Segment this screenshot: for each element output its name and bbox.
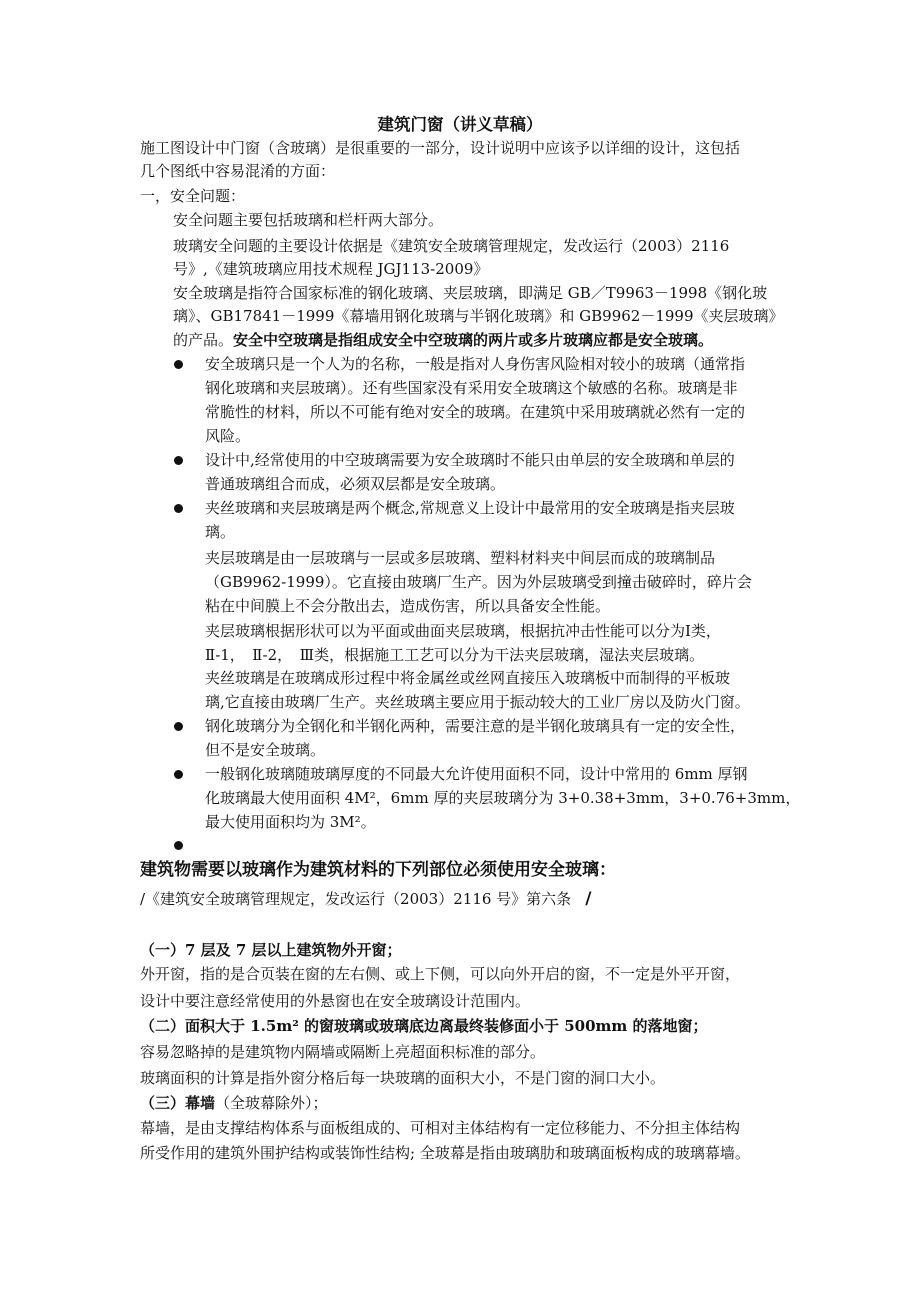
bullet-line: 但不是安全玻璃。 (205, 741, 326, 759)
bullet-line: Ⅱ-1， Ⅱ-2， Ⅲ类，根据施工工艺可以分为干法夹层玻璃，湿法夹层玻璃。 (205, 646, 705, 664)
section-1-line: 安全问题主要包括玻璃和栏杆两大部分。 (173, 211, 444, 229)
bullet-line: 一般钢化玻璃随玻璃厚度的不同最大允许使用面积不同，设计中常用的 6mm 厚钢 (205, 765, 748, 783)
section-1-line: 玻璃安全问题的主要设计依据是《建筑安全玻璃管理规定，发改运行（2003）2116 (173, 237, 730, 255)
bullet-dot (174, 504, 183, 513)
document-title: 建筑门窗（讲义草稿） (377, 115, 543, 134)
bullet-line: 钢化玻璃和夹层玻璃）。还有些国家没有采用安全玻璃这个敏感的名称。玻璃是非 (205, 379, 738, 397)
bullet-line: 风险。 (205, 427, 251, 445)
bullet-line: 安全玻璃只是一个人为的名称，一般是指对人身伤害风险相对较小的玻璃（通常指 (205, 355, 746, 373)
bullet-dot (174, 770, 183, 779)
bullet-line: 化玻璃最大使用面积 4M²，6mm 厚的夹层玻璃分为 3+0.38+3mm，3+0.76+3mm， (205, 789, 801, 807)
reference-end-mark: / (585, 889, 592, 909)
bullet-line: 设计中,经常使用的中空玻璃需要为安全玻璃时不能只由单层的安全玻璃和单层的 (205, 451, 735, 469)
bullet-line: 最大使用面积均为 3M²。 (205, 813, 376, 831)
section-1-last-line (173, 329, 713, 351)
bullet-line: 夹丝玻璃是在玻璃成形过程中将金属丝或丝网直接压入玻璃板中而制得的平板玻 (205, 669, 731, 687)
item-2-line: 玻璃面积的计算是指外窗分格后每一块玻璃的面积大小，不是门窗的洞口大小。 (140, 1069, 666, 1087)
bullet-dot-empty (174, 841, 183, 850)
item-3-heading-bold: （三）幕墙 (140, 1094, 216, 1112)
bullet-dot (174, 360, 183, 369)
section-2-reference (140, 888, 591, 910)
item-1-line: 设计中要注意经常使用的外悬窗也在安全玻璃设计范围内。 (140, 992, 531, 1010)
item-1-line: 外开窗，指的是合页装在窗的左右侧、或上下侧，可以向外开启的窗，不一定是外平开窗， (140, 965, 741, 983)
section-1-line: 号》,《建筑玻璃应用技术规程 JGJ113-2009》 (173, 260, 489, 278)
bullet-line: 常脆性的材料，所以不可能有绝对安全的玻璃。在建筑中采用玻璃就必然有一定的 (205, 403, 746, 421)
section-2-heading: 建筑物需要以玻璃作为建筑材料的下列部位必须使用安全玻璃： (140, 860, 616, 880)
item-3-line: 幕墙，是由支撑结构体系与面板组成的、可相对主体结构有一定位移能力、不分担主体结构 (140, 1119, 741, 1137)
reference-text: /《建筑安全玻璃管理规定，发改运行（2003）2116 号》第六条 (140, 890, 572, 908)
bullet-line: 夹层玻璃根据形状可以为平面或曲面夹层玻璃，根据抗冲击性能可以分为Ⅰ类， (205, 622, 721, 640)
section-1-heading: 一，安全问题： (140, 187, 246, 205)
bullet-line: （GB9962-1999）。它直接由玻璃厂生产。因为外层玻璃受到撞击破碎时，碎片会 (205, 573, 752, 591)
bullet-line: 钢化玻璃分为全钢化和半钢化两种，需要注意的是半钢化玻璃具有一定的安全性， (205, 717, 746, 735)
item-2-heading: （二）面积大于 1.5m² 的窗玻璃或玻璃底边离最终装修面小于 500mm 的落地窗； (140, 1017, 708, 1035)
intro-line: 几个图纸中容易混淆的方面： (140, 162, 336, 180)
intro-line: 施工图设计中门窗（含玻璃）是很重要的一部分，设计说明中应该予以详细的设计，这包括 (140, 139, 741, 157)
item-2-line: 容易忽略掉的是建筑物内隔墙或隔断上亮超面积标准的部分。 (140, 1043, 546, 1061)
section-1-last-bold: 安全中空玻璃是指组成安全中空玻璃的两片或多片玻璃应都是安全玻璃。 (233, 331, 714, 349)
bullet-line: 璃,它直接由玻璃厂生产。夹丝玻璃主要应用于振动较大的工业厂房以及防火门窗。 (205, 693, 750, 711)
bullet-dot (174, 722, 183, 731)
bullet-line: 璃。 (205, 523, 236, 541)
item-3-line: 所受作用的建筑外围护结构或装饰性结构; 全玻幕是指由玻璃肋和玻璃面板构成的玻璃幕墙。 (140, 1144, 750, 1162)
bullet-line: 普通玻璃组合而成，必须双层都是安全玻璃。 (205, 475, 506, 493)
bullet-line: 夹层玻璃是由一层玻璃与一层或多层玻璃、塑料材料夹中间层而成的玻璃制品 (205, 549, 716, 567)
section-1-line: 安全玻璃是指符合国家标准的钢化玻璃、夹层玻璃，即满足 GB／T9963－1998《钢化玻 (173, 284, 768, 302)
section-1-last-normal: 的产品。 (173, 331, 234, 349)
item-3-heading-normal: （全玻幕除外）； (215, 1094, 328, 1112)
item-3-heading (140, 1092, 328, 1114)
bullet-line: 夹丝玻璃和夹层玻璃是两个概念,常规意义上设计中最常用的安全玻璃是指夹层玻 (205, 499, 735, 517)
bullet-line: 粘在中间膜上不会分散出去，造成伤害，所以具备安全性能。 (205, 597, 611, 615)
section-1-line: 璃》、GB17841－1999《幕墙用钢化玻璃与半钢化玻璃》和 GB9962－1999《夹层玻璃》 (173, 307, 784, 325)
item-1-heading: （一）7 层及 7 层以上建筑物外开窗； (140, 941, 402, 959)
bullet-dot (174, 456, 183, 465)
